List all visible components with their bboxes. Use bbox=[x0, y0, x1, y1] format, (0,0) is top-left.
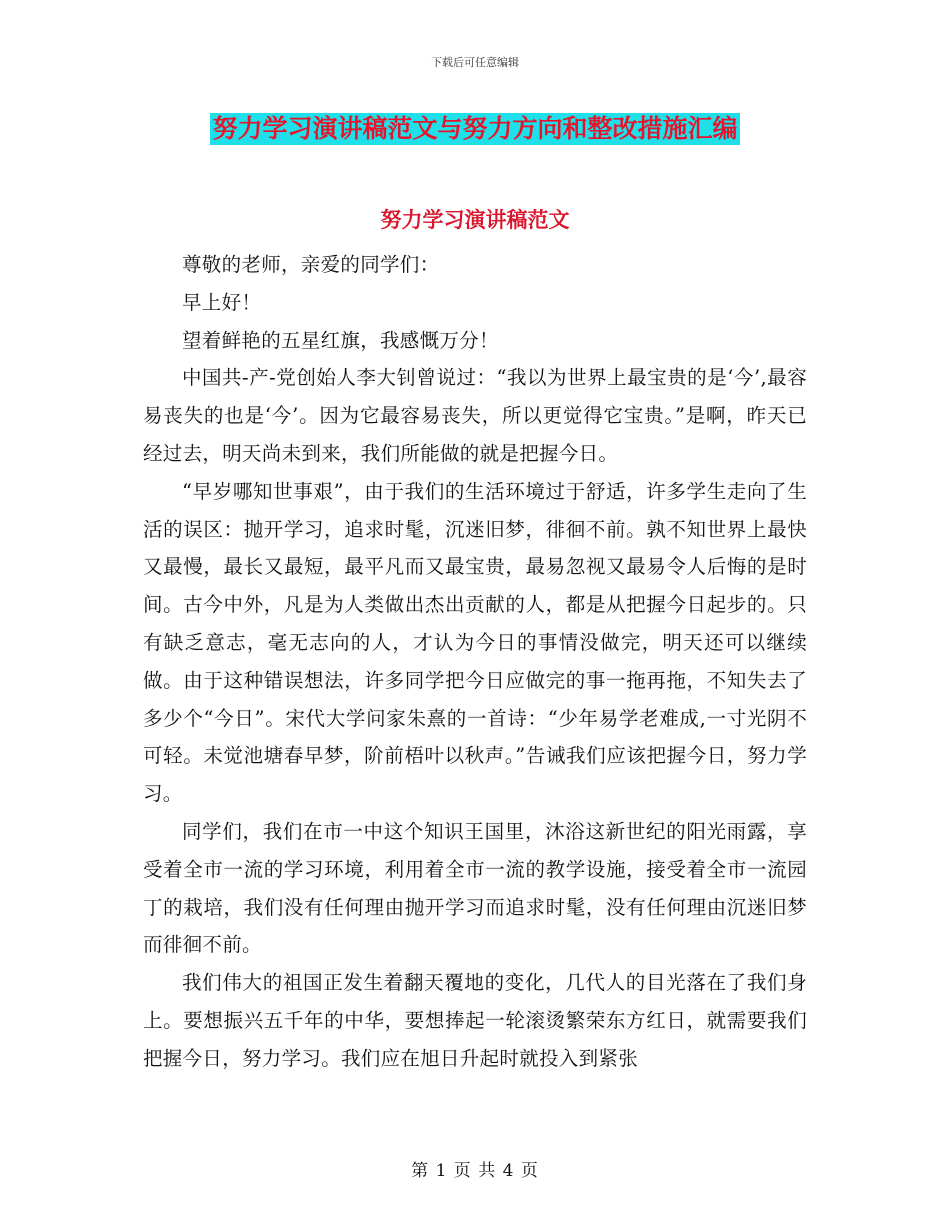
sub-title: 努力学习演讲稿范文 bbox=[380, 207, 570, 232]
paragraph: 中国共-产-党创始人李大钊曾说过：“我以为世界上最宝贵的是‘今’,最容易丧失的也是‘今’。因为它最容易丧失，所以更觉得它宝贵。”是啊，昨天已经过去，明天尚未到来，我们所能做的就是把握今日。 bbox=[143, 366, 807, 465]
document-body bbox=[143, 246, 807, 1078]
main-title: 努力学习演讲稿范文与努力方向和整改措施汇编 bbox=[212, 114, 738, 143]
paragraph-salutation: 尊敬的老师，亲爱的同学们： bbox=[182, 253, 440, 276]
main-title-container bbox=[0, 113, 950, 145]
paragraph: 我们伟大的祖国正发生着翻天覆地的变化，几代人的目光落在了我们身上。要想振兴五千年的中华，要想捧起一轮滚烫繁荣东方红日，就需要我们把握今日，努力学习。我们应在旭日升起时就投入到紧张 bbox=[143, 971, 807, 1070]
paragraph-greeting: 早上好！ bbox=[182, 290, 262, 314]
paragraph: “早岁哪知世事艰”，由于我们的生活环境过于舒适，许多学生走向了生活的误区：抛开学习，追求时髦，沉迷旧梦，徘徊不前。孰不知世界上最快又最慢，最长又最短，最平凡而又最宝贵，最易忽视又最易令人后悔的是时间。古今中外，凡是为人类做出杰出贡献的人，都是从把握今日起步的。只有缺乏意志，毫无志向的人，才认为今日的事情没做完，明天还可以继续做。由于这种错误想法，许多同学把今日应做完的事一拖再拖，不知失去了多少个“今日”。宋代大学问家朱熹的一首诗：“少年易学老难成,一寸光阴不可轻。未觉池塘春早梦，阶前梧叶以秋声。”告诫我们应该把握今日，努力学习。 bbox=[143, 479, 807, 806]
paragraph: 望着鲜艳的五星红旗，我感慨万分！ bbox=[182, 328, 499, 352]
page-footer: 第 1 页 共 4 页 bbox=[411, 1161, 539, 1181]
paragraph: 同学们，我们在市一中这个知识王国里，沐浴这新世纪的阳光雨露，享受着全市一流的学习环境，利用着全市一流的教学设施，接受着全市一流园丁的栽培，我们没有任何理由抛开学习而追求时髦，没有任何理由沉迷旧梦而徘徊不前。 bbox=[143, 819, 807, 957]
header-note: 下载后可任意编辑 bbox=[431, 56, 519, 69]
